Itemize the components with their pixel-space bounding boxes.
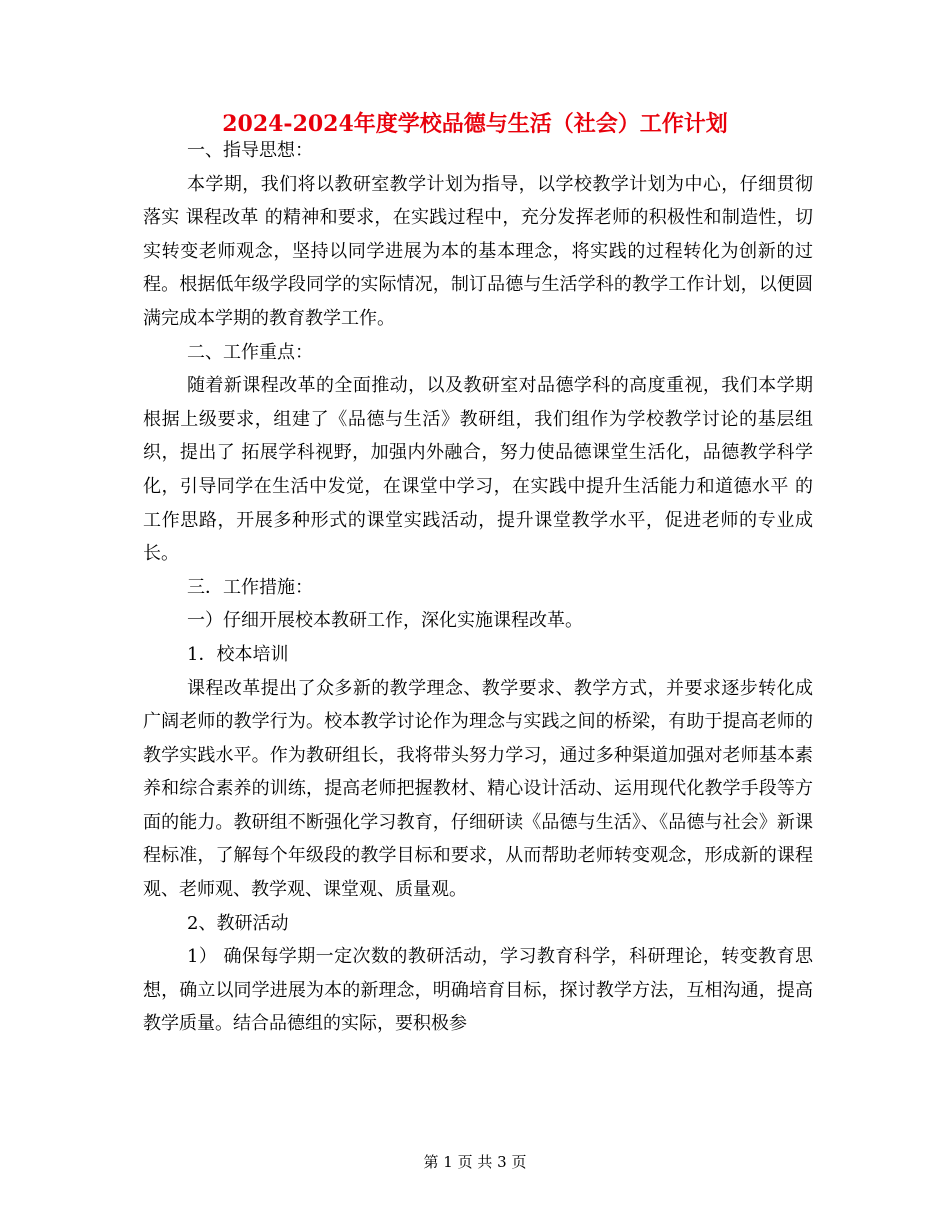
document-title: 2024-2024年度学校品德与生活（社会）工作计划 (222, 111, 728, 137)
page-footer: 第 1 页 共 3 页 (423, 1153, 527, 1171)
document-body (143, 134, 813, 1041)
subheading-school-training: 1．校本培训 (187, 643, 289, 665)
paragraph-guiding-thought: 本学期，我们将以教研室教学计划为指导，以学校教学计划为中心，仔细贯彻落实 课程改革 的精神和要求，在实践过程中，充分发挥老师的积极性和制造性，切实转变老师观念，坚持以同学进展为本的基本理念，将实践的过程转化为创新的过程。根据低年级学段同学的实际情况，制订品德与生活学科的教学工作计划，以便圆满完成本学期的教育教学工作。 (143, 173, 813, 329)
subheading-school-research: 一）仔细开展校本教研工作，深化实施课程改革。 (187, 610, 583, 632)
paragraph-school-training: 课程改革提出了众多新的教学理念、教学要求、教学方式，并要求逐步转化成广阔老师的教学行为。校本教学讨论作为理念与实践之间的桥梁，有助于提高老师的教学实践水平。作为教研组长，我将带头努力学习，通过多种渠道加强对老师基本素养和综合素养的训练，提高老师把握教材、精心设计活动、运用现代化教学手段等方面的能力。教研组不断强化学习教育，仔细研读《品德与生活》、《品德与社会》新课程标准，了解每个年级段的教学目标和要求，从而帮助老师转变观念，形成新的课程观、老师观、教学观、课堂观、质量观。 (143, 677, 813, 901)
subheading-research-activities: 2、教研活动 (187, 912, 289, 934)
paragraph-work-focus: 随着新课程改革的全面推动，以及教研室对品德学科的高度重视，我们本学期根据上级要求，组建了《品德与生活》教研组，我们组作为学校教学讨论的基层组织，提出了 拓展学科视野，加强内外融合，努力使品德课堂生活化，品德教学科学化，引导同学在生活中发觉，在课堂中学习，在实践中提升生活能力和道德水平 的工作思路，开展多种形式的课堂实践活动，提升课堂教学水平，促进老师的专业成长。 (143, 375, 813, 565)
section-heading-work-measures: 三．工作措施： (187, 576, 313, 598)
paragraph-research-activities: 1） 确保每学期一定次数的教研活动，学习教育科学，科研理论，转变教育思想，确立以同学进展为本的新理念，明确培育目标，探讨教学方法，互相沟通，提高教学质量。结合品德组的实际，要积极参 (143, 946, 813, 1035)
section-heading-guiding-thought: 一、指导思想： (187, 140, 313, 161)
section-heading-work-focus: 二、工作重点： (187, 341, 313, 363)
